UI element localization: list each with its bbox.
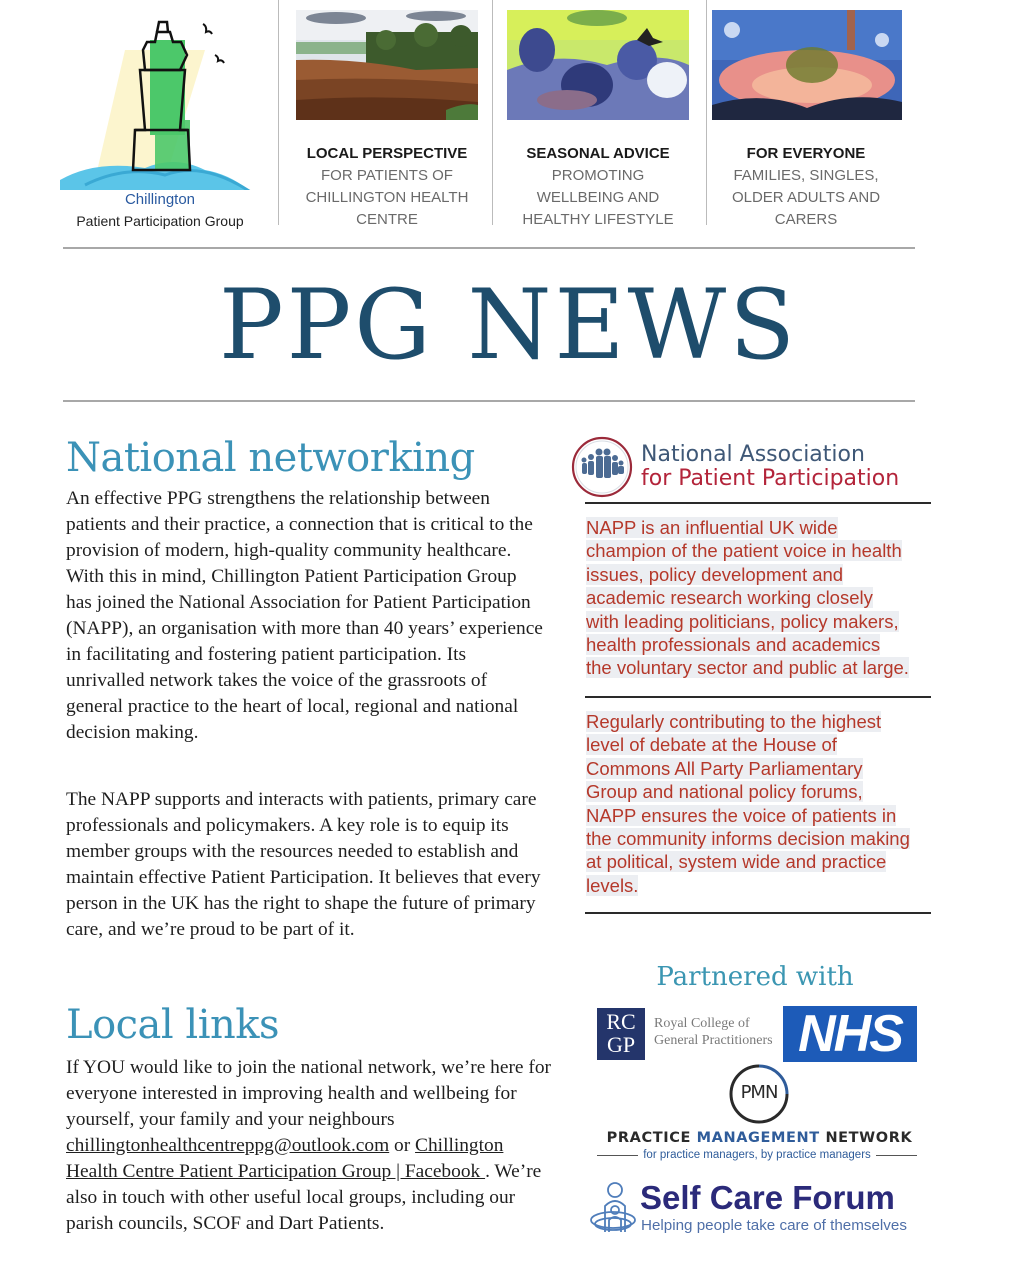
section-heading-local: Local links (66, 1002, 280, 1048)
tile-line: CHILLINGTON HEALTH (305, 189, 469, 206)
pmn-name-part: PRACTICE (606, 1130, 697, 1146)
partnered-with-heading: Partnered with (656, 962, 854, 992)
rcgp-name (654, 1015, 773, 1049)
pmn-logo-mark (727, 1062, 791, 1126)
column-divider (492, 0, 493, 225)
tile-title: FOR EVERYONE (746, 145, 866, 162)
napp-line: the community informs decision making (586, 828, 910, 850)
facebook-link[interactable]: Chillington Health Centre Patient Participation Group | Facebook (66, 1135, 504, 1182)
tile-line: PROMOTING (551, 167, 645, 184)
masthead-title: PPG NEWS (219, 269, 798, 381)
tile-title: SEASONAL ADVICE (526, 145, 670, 162)
scf-people-icon (588, 1180, 638, 1236)
napp-name-line2: for Patient Participation (641, 466, 900, 491)
tile-line: HEALTHY LIFESTYLE (522, 211, 674, 228)
napp-line: academic research working closely (586, 587, 873, 609)
napp-logo (570, 435, 940, 499)
napp-rule (585, 912, 931, 914)
masthead-rule (63, 400, 915, 402)
napp-line: Group and national policy forums, (586, 781, 863, 803)
tagline-rule (597, 1155, 638, 1156)
napp-rule (585, 696, 931, 698)
pmn-tagline: for practice managers, by practice managers (643, 1149, 871, 1161)
tile-line: FAMILIES, SINGLES, (733, 167, 879, 184)
napp-line: health professionals and academics (586, 634, 881, 656)
nhs-logo: NHS (783, 1006, 917, 1062)
napp-people-icon (570, 435, 634, 499)
tile-for-everyone (711, 10, 901, 231)
local-paragraph (66, 1055, 556, 1237)
section-heading-national: National networking (66, 435, 475, 481)
rcgp-name-line2: General Practitioners (654, 1033, 773, 1048)
pmn-tagline-row (597, 1149, 917, 1161)
column-divider (706, 0, 707, 225)
rcgp-name-line1: Royal College of (654, 1016, 750, 1031)
bandstand-painting (711, 10, 903, 120)
national-paragraph-1: An effective PPG strengthens the relationship between patients and their practice, a connection that is critical to the provision of modern, high-quality community healthcare. With this in mind, Chillington Patient Participation Group has joined the National Association for Patient Participation (NAPP), an organisation with more than 40 years’ experience in facilitating and fostering patient participation. Its unrivalled network takes the voice of the grassroots of general practice to the heart of local, regional and national decision making. (66, 488, 543, 743)
lighthouse-illustration (55, 10, 275, 190)
napp-paragraph-1 (586, 516, 936, 680)
napp-line: Commons All Party Parliamentary (586, 757, 863, 779)
pmn-name (597, 1130, 922, 1146)
column-divider (278, 0, 279, 225)
napp-paragraph-2 (586, 710, 936, 897)
napp-name-line1: National Association (641, 442, 865, 467)
napp-rule (585, 502, 931, 504)
napp-line: the voluntary sector and public at large. (586, 657, 909, 679)
chickens-painting (507, 10, 689, 120)
logo-subtitle: Patient Participation Group (76, 213, 244, 229)
napp-line: champion of the patient voice in health (586, 540, 902, 562)
tile-seasonal-advice (503, 10, 693, 231)
local-text: If YOU would like to join the national network, we’re here for everyone interested in improving health and wellbeing for yourself, your family and your neighbours (66, 1057, 551, 1130)
logo-name: Chillington (124, 191, 196, 208)
scf-name: Self Care Forum (640, 1179, 895, 1216)
napp-line: at political, system wide and practice (586, 851, 887, 873)
ppg-logo (55, 10, 275, 235)
napp-line: NAPP ensures the voice of patients in (586, 804, 897, 826)
tile-line: FOR PATIENTS OF (321, 167, 453, 184)
local-text: or (389, 1135, 416, 1156)
pmn-mark-text: PMN (740, 1082, 778, 1103)
napp-line: level of debate at the House of (586, 734, 837, 756)
tile-local-perspective (292, 10, 482, 231)
rcgp-abbr-top: RC (606, 1009, 636, 1034)
napp-line: levels. (586, 874, 639, 896)
napp-line: NAPP is an influential UK wide (586, 517, 838, 538)
national-paragraph-2: The NAPP supports and interacts with patients, primary care professionals and policymakers. A key role is to equip its member groups with the resources needed to establish and maintain effective Patient Participation. It believes that every person in the UK has the right to shape the future of primary care, and we’re proud to be part of it. (66, 789, 541, 940)
tile-line: WELLBEING AND (536, 189, 660, 206)
header-rule (63, 247, 915, 249)
local-text: . We’re also in touch with other useful local groups, including our parish councils, SCOF and Dart Patients. (66, 1161, 542, 1234)
tile-line: CARERS (774, 211, 838, 228)
napp-line: with leading politicians, policy makers, (586, 610, 899, 632)
pmn-name-part: MANAGEMENT (696, 1130, 820, 1146)
scf-logo-mark (588, 1180, 638, 1236)
napp-line: Regularly contributing to the highest (586, 711, 882, 732)
scf-tagline: Helping people take care of themselves (641, 1217, 907, 1234)
tile-line: OLDER ADULTS AND (731, 189, 881, 206)
tile-title: LOCAL PERSPECTIVE (306, 145, 468, 162)
pmn-name-part: NETWORK (819, 1130, 913, 1146)
tagline-rule (876, 1155, 917, 1156)
landscape-painting (296, 10, 478, 120)
rcgp-abbr-bottom: GP (606, 1032, 636, 1057)
rcgp-logo-mark (597, 1008, 645, 1060)
email-link[interactable]: chillingtonhealthcentreppg@outlook.com (66, 1135, 390, 1156)
tile-line: CENTRE (356, 211, 418, 228)
napp-line: issues, policy development and (586, 563, 844, 585)
